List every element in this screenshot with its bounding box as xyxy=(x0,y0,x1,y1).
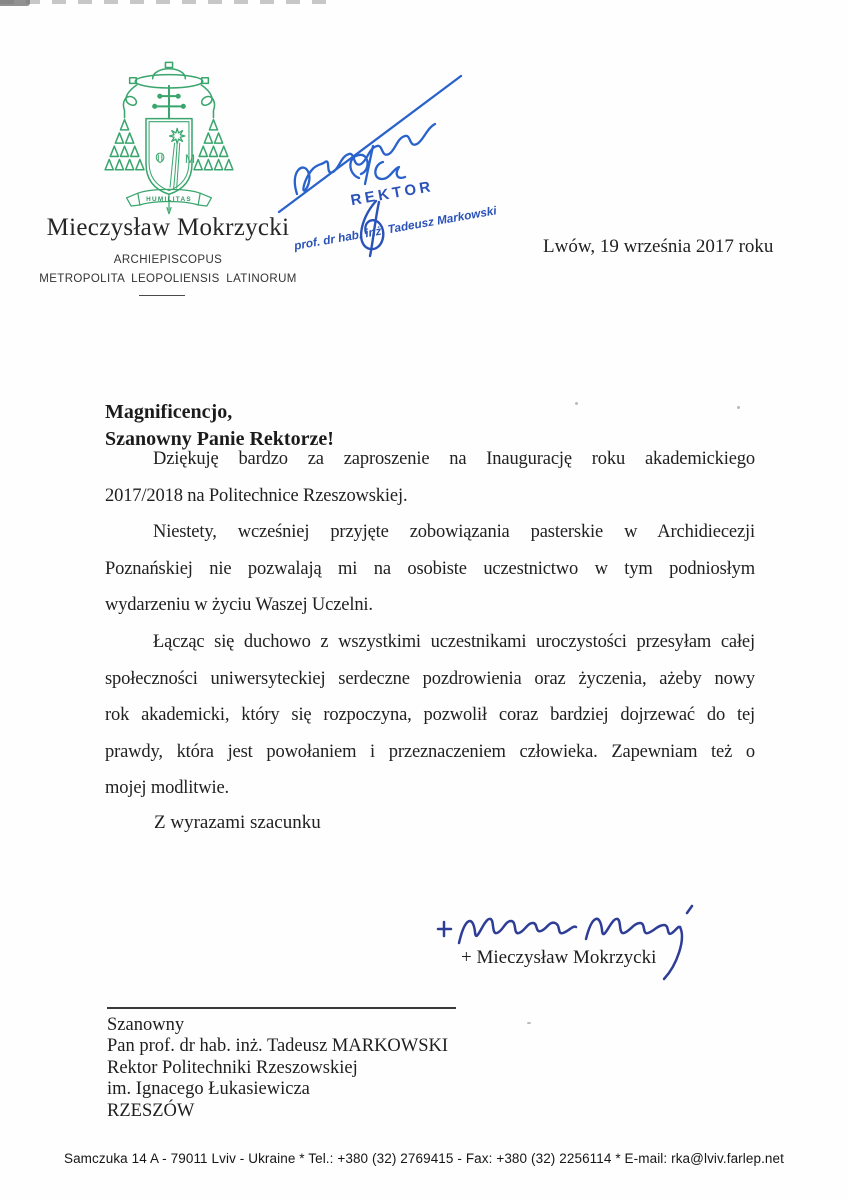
handwritten-signature xyxy=(425,885,710,990)
addressee-line: im. Ignacego Łukasiewicza xyxy=(107,1079,310,1100)
stamp-name: prof. dr hab. inż. Tadeusz Markowski xyxy=(292,203,498,253)
signature-tick xyxy=(687,906,692,913)
closing-phrase: Z wyrazami szacunku xyxy=(154,812,321,833)
tassels-left xyxy=(105,120,144,170)
addressee-line: Rektor Politechniki Rzeszowskiej xyxy=(107,1057,358,1078)
addressee-line: Pan prof. dr hab. inż. Tadeusz MARKOWSKI xyxy=(107,1036,449,1057)
tassels-right xyxy=(194,120,233,170)
addressee-rule xyxy=(107,1007,456,1009)
galero-crown xyxy=(153,69,186,79)
body-line: Poznańskiej nie pozwalają mi na osobiste uczestnictwo w tym podniosłym xyxy=(105,558,755,579)
coat-of-arms xyxy=(100,56,238,216)
shell xyxy=(156,153,164,162)
handwritten-annotation xyxy=(275,70,505,260)
scan-speck xyxy=(575,402,578,405)
body-line: mojej modlitwie. xyxy=(105,778,230,799)
body-line: 2017/2018 na Politechnice Rzeszowskiej. xyxy=(105,485,408,506)
letterhead-title-2: METROPOLITA LEOPOLIENSIS LATINORUM xyxy=(39,273,297,285)
salutation-line-1: Magnificencjo, xyxy=(105,401,233,423)
letterhead-rule xyxy=(139,295,185,296)
footer-contact-line: Samczuka 14 A - 79011 Lviv - Ukraine * Tel.: +380 (32) 2769415 - Fax: +380 (32) 2256114 * E-mail: rka@lviv.farlep.net xyxy=(63,1151,785,1166)
signature-printed-name: + Mieczysław Mokrzycki xyxy=(461,947,657,968)
body-line: społeczności uniwersyteckiej serdeczne pozdrowienia oraz życzenia, ażeby nowy xyxy=(105,668,755,689)
shield-inner xyxy=(149,122,189,191)
scan-corner-artifact xyxy=(0,0,30,6)
stamp-title: REKTOR xyxy=(349,177,436,210)
dateline: Lwów, 19 września 2017 roku xyxy=(543,236,774,257)
body-line: Łącząc się duchowo z wszystkimi uczestnikami uroczystości przesyłam całej xyxy=(153,631,755,652)
signature-cross xyxy=(438,922,451,936)
salutation-line-2: Szanowny Panie Rektorze! xyxy=(105,428,334,450)
letterhead-name: Mieczysław Mokrzycki xyxy=(46,214,290,241)
addressee-line: RZESZÓW xyxy=(107,1100,195,1121)
cord-left xyxy=(124,85,137,118)
letter-body xyxy=(105,441,755,807)
signature-last-name xyxy=(586,919,680,939)
scan-edge-artifact xyxy=(0,0,335,4)
body-line: prawdy, która jest powołaniem i przeznaczeniem człowieka. Zapewniam też o xyxy=(105,741,755,762)
galero-knob xyxy=(165,62,172,67)
patriarchal-cross xyxy=(153,86,185,119)
star xyxy=(170,128,185,143)
addressee-block xyxy=(107,1015,448,1122)
body-line: rok akademicki, który się rozpoczyna, pozwolił coraz bardziej dojrzewać do tej xyxy=(105,705,755,726)
signature-first-name xyxy=(459,919,576,943)
addressee-line: Szanowny xyxy=(107,1015,185,1035)
body-line: wydarzeniu w życiu Waszej Uczelni. xyxy=(105,595,373,616)
scan-speck xyxy=(737,406,740,409)
cord-right xyxy=(201,85,214,118)
body-line: Dziękuję bardzo za zaproszenie na Inaugurację roku akademickiego xyxy=(153,449,755,469)
body-line: Niestety, wcześniej przyjęte zobowiązania pasterskie w Archidiecezji xyxy=(153,522,755,543)
letterhead-title-1: ARCHIEPISCOPUS xyxy=(113,254,223,266)
crest-motto: HUMILITAS xyxy=(146,195,192,203)
crest-letter-m: M xyxy=(184,152,196,167)
scan-speck xyxy=(527,1022,531,1024)
signature-flourish xyxy=(664,927,682,979)
